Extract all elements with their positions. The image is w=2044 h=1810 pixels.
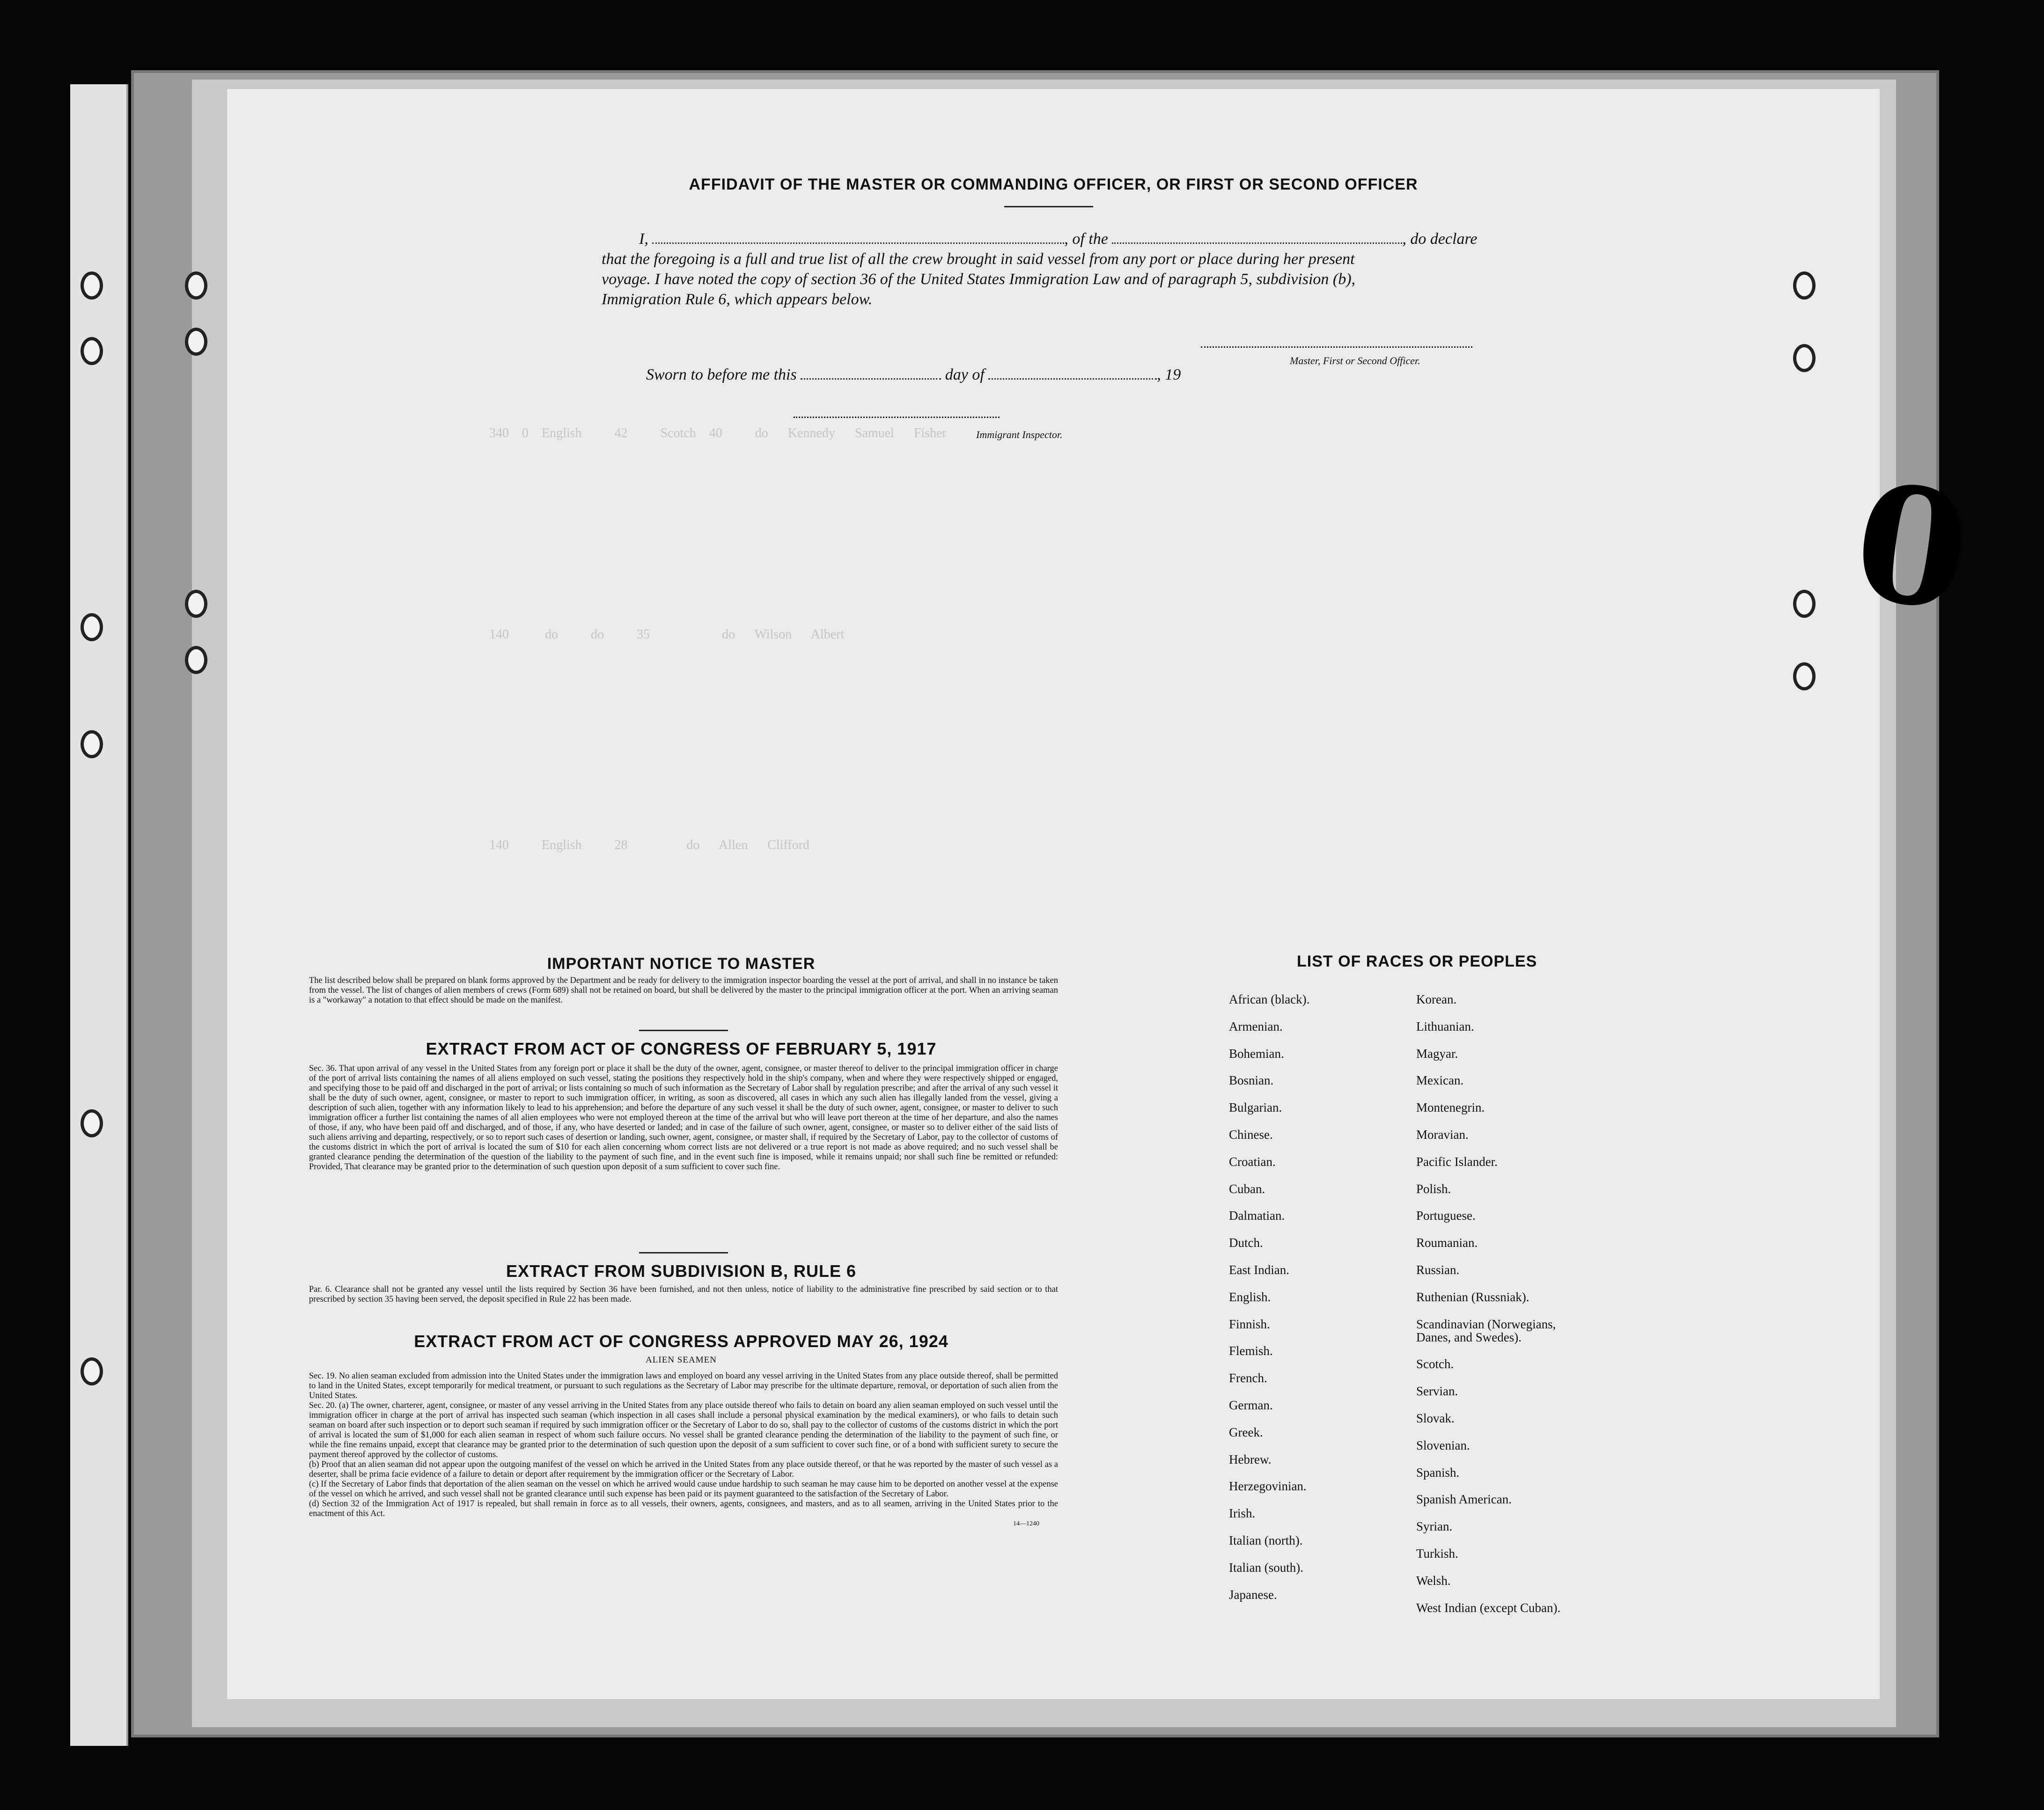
race-item: Ruthenian (Russniak). xyxy=(1416,1290,1529,1304)
form-number: 14—1240 xyxy=(1013,1520,1039,1527)
rule6-body: Par. 6. Clearance shall not be granted any vessel until the lists required by Section 36 have been furnished, and not then unless, notice of liability to the administrative fine prescribed by said section or to that prescribed by section 35 having been served, the deposit specified in Rule 22 has been made. xyxy=(309,1285,1058,1304)
race-item: Greek. xyxy=(1229,1425,1263,1439)
affidavit-line4: Immigration Rule 6, which appears below. xyxy=(602,291,873,308)
of-the-label: , of the xyxy=(1064,230,1108,248)
race-item: Turkish. xyxy=(1416,1546,1458,1561)
manifest-page xyxy=(227,89,1980,1699)
race-item: Magyar. xyxy=(1416,1046,1458,1061)
race-item: Spanish. xyxy=(1416,1465,1460,1480)
race-item: Cuban. xyxy=(1229,1181,1265,1196)
race-item: African (black). xyxy=(1229,992,1310,1006)
notice-rule xyxy=(639,1030,728,1031)
race-item: Italian (south). xyxy=(1229,1560,1303,1575)
master-signature-line[interactable] xyxy=(1201,346,1472,348)
sec20b-text: (b) Proof that an alien seaman did not appear upon the outgoing manifest of the vessel on which he arrived in the United States from any place outside thereof, or that he was reported by the master of such vessel as a deserter, shall be prima facie evidence of a failure to detain or deport after requirement by the immigration officer or the Secretary of Labor. xyxy=(309,1460,1058,1479)
affidavit-line2: that the foregoing is a full and true list of all the crew brought in said vessel from any port or place during her present xyxy=(602,250,1355,268)
race-item: West Indian (except Cuban). xyxy=(1416,1600,1561,1615)
day-of-label: day of xyxy=(945,366,985,383)
affidavit-line1 xyxy=(639,229,1730,249)
binder-ring xyxy=(185,271,207,300)
race-item: Dalmatian. xyxy=(1229,1209,1285,1223)
race-item: Polish. xyxy=(1416,1181,1451,1196)
affidavit-title: AFFIDAVIT OF THE MASTER OR COMMANDING OFFICER, OR FIRST OR SECOND OFFICER xyxy=(689,176,1418,193)
binder-ring xyxy=(81,271,103,300)
races-title: LIST OF RACES OR PEOPLES xyxy=(1297,953,1537,970)
binder-ring xyxy=(185,328,207,356)
sworn-month-field[interactable] xyxy=(988,365,1157,380)
name-field[interactable] xyxy=(652,229,1064,244)
sec20c-text: (c) If the Secretary of Labor finds that deportation of the alien seaman on the vessel on which he arrived would cause undue hardship to such seaman he may cause him to be deported on another vessel at the expense of the vessel on which he arrived, and such vessel shall not be granted clearance until such expense has been paid or its payment guaranteed to the satisfaction of the Secretary of Labor. xyxy=(309,1480,1058,1499)
ghost-text: 340 0 English 42 Scotch 40 do Kennedy Samuel Fisher xyxy=(489,426,947,440)
sworn-label: Sworn to before me this xyxy=(646,366,797,383)
sec20a-text: Sec. 20. (a) The owner, charterer, agent, consignee, or master of any vessel arriving in the United States from any place outside thereof who fails to detain on board any alien seaman employed on such vessel until the immigration officer in charge at the port of arrival has inspected such seaman (which inspection in all cases shall include a personal physical examination by the medical examiners), or who fails to detain such seaman on board after such inspection or to deport such seaman if required by such immigration officer or the Secretary of Labor to do so, shall pay to the collector of customs of the customs district in which the port of arrival is located the sum of $1,000 for each alien seaman in respect of whom such failure occurs. No vessel shall be granted clearance pending the determination of the liability to the payment of such fine, or while the fine remains unpaid, except that clearance may be granted prior to the determination of such question upon the deposit of a sum sufficient to cover such fine, or of a bond with sufficient surety to secure the payment thereof approved by the collector of customs. xyxy=(309,1401,1058,1459)
notice-title: IMPORTANT NOTICE TO MASTER xyxy=(547,955,816,973)
extract-1917-rule xyxy=(639,1252,728,1253)
race-item: English. xyxy=(1229,1290,1271,1304)
race-item: Slovenian. xyxy=(1416,1438,1470,1452)
race-item: Italian (north). xyxy=(1229,1533,1303,1547)
race-item: Mexican. xyxy=(1416,1073,1464,1088)
race-item: Scotch. xyxy=(1416,1357,1454,1371)
race-item: French. xyxy=(1229,1371,1267,1385)
extract-1924-title: EXTRACT FROM ACT OF CONGRESS APPROVED MAY 26, 1924 xyxy=(414,1332,948,1351)
extract-1917-body: Sec. 36. That upon arrival of any vessel in the United States from any foreign port or place it shall be the duty of the owner, agent, consignee, or master thereof to deliver to the principal immigration officer in charge of the port of arrival lists containing the names of all aliens employed on such vessel, stating the positions they respectively hold in the ship's company, when and where they were respectively shipped or engaged, and specifying those to be paid off and discharged in the port of arrival; or lists containing so much of such information as the Secretary of Labor shall by regulation prescribe; and after the arrival of any such vessel it shall be the duty of such owner, agent, consignee, or master to report to such immigration officer, in writing, as soon as discovered, all cases in which any such alien has illegally landed from the vessel, giving a description of such alien, together with any information likely to lead to his apprehension; and before the departure of any such vessel it shall be the duty of such owner, agent, consignee, or master to deliver to such immigration officer a further list containing the names of all alien employees who were not employed thereon at the time of the arrival but who will leave port thereon at the time of her departure, and also the names of those, if any, who have been paid off and discharged, and of those, if any, who have deserted or landed; and in case of the failure of such owner, agent, consignee, or master so to deliver either of the said lists of such aliens arriving and departing, respectively, or so to report such cases of desertion or landing, such owner, agent, consignee, or master shall, if required by the Secretary of Labor, pay to the collector of customs of the customs district in which the port of arrival is located the sum of $10 for each alien concerning whom correct lists are not delivered or a true report is not made as above required; and no such vessel shall be granted clearance pending the determination of the question of the liability to the payment of such fine, and in the event such fine is imposed, while it remains unpaid; nor shall such fine be remitted or refunded: Provided, That clearance may be granted prior to the determination of such question upon deposit of a sum sufficient to cover such fine. xyxy=(309,1064,1058,1172)
race-item: Pacific Islander. xyxy=(1416,1154,1498,1169)
i-label: I, xyxy=(639,230,648,248)
race-item: East Indian. xyxy=(1229,1263,1289,1277)
race-item: Armenian. xyxy=(1229,1019,1283,1033)
race-item: Korean. xyxy=(1416,992,1457,1006)
do-declare-label: , do declare xyxy=(1402,230,1478,248)
race-item: Lithuanian. xyxy=(1416,1019,1474,1033)
vessel-field[interactable] xyxy=(1112,229,1402,244)
extract-1924-subtitle: ALIEN SEAMEN xyxy=(646,1355,717,1365)
race-item: Dutch. xyxy=(1229,1236,1263,1250)
notice-body: The list described below shall be prepared on blank forms approved by the Department and be ready for delivery to the immigration inspector boarding the vessel at the port of arrival, and shall in no instance be taken from the vessel. The list of changes of alien members of crews (Form 689) shall not be retained on board, but shall be delivered by the master to the principal immigration officer at the port. When an arriving seaman is a "workaway" a notation to that effect should be made on the manifest. xyxy=(309,976,1058,1005)
ghost-text: 140 English 28 do Allen Clifford xyxy=(489,838,809,852)
inspector-signature-line[interactable] xyxy=(794,417,1000,418)
race-item: Moravian. xyxy=(1416,1128,1469,1142)
race-item: Bohemian. xyxy=(1229,1046,1284,1061)
title-rule xyxy=(1004,206,1093,207)
race-item: Portuguese. xyxy=(1416,1209,1476,1223)
binder-ring xyxy=(185,590,207,618)
race-item: Flemish. xyxy=(1229,1344,1273,1358)
binder-ring xyxy=(81,337,103,365)
race-item: Danes, and Swedes). xyxy=(1416,1330,1522,1344)
race-item: Croatian. xyxy=(1229,1154,1276,1169)
race-item: Scandinavian (Norwegians, xyxy=(1416,1317,1556,1331)
binding-strip xyxy=(70,84,128,1746)
binder-ring xyxy=(81,1109,103,1137)
binder-ring xyxy=(1793,662,1816,690)
race-item: Russian. xyxy=(1416,1263,1460,1277)
race-item: Montenegrin. xyxy=(1416,1100,1485,1115)
binder-ring xyxy=(1793,590,1816,618)
race-item: Chinese. xyxy=(1229,1128,1273,1142)
handwritten-mark: 0 xyxy=(1844,447,1980,648)
year-label: , 19 xyxy=(1157,366,1181,383)
binder-ring xyxy=(81,1357,103,1385)
race-item: Japanese. xyxy=(1229,1587,1277,1602)
race-item: Hebrew. xyxy=(1229,1452,1272,1466)
sec20d-text: (d) Section 32 of the Immigration Act of 1917 is repealed, but shall remain in force as to all vessels, their owners, agents, consignees, and masters, and as to all seamen, arriving in the United States prior to the enactment of this Act. xyxy=(309,1499,1058,1518)
race-item: Syrian. xyxy=(1416,1519,1453,1534)
binder-ring xyxy=(1793,344,1816,372)
sworn-day-field[interactable] xyxy=(801,365,941,380)
inspector-label: Immigrant Inspector. xyxy=(976,429,1063,440)
binder-ring xyxy=(81,730,103,758)
rule6-title: EXTRACT FROM SUBDIVISION B, RULE 6 xyxy=(506,1261,857,1281)
race-item: Welsh. xyxy=(1416,1573,1451,1588)
extract-1924-body xyxy=(309,1371,1058,1529)
binder-ring xyxy=(81,613,103,641)
race-item: Finnish. xyxy=(1229,1317,1270,1331)
binder-ring xyxy=(185,646,207,674)
race-item: Irish. xyxy=(1229,1506,1256,1521)
affidavit-line3: voyage. I have noted the copy of section 36 of the United States Immigration Law and of paragraph 5, subdivision (b), xyxy=(602,271,1356,288)
race-item: Slovak. xyxy=(1416,1411,1455,1425)
race-item: Roumanian. xyxy=(1416,1236,1478,1250)
sec19-text: Sec. 19. No alien seaman excluded from admission into the United States under the immigration laws and employed on board any vessel arriving in the United States from any place outside thereof, shall be permitted to land in the United States, except temporarily for medical treatment, or pursuant to such regulations as the Secretary of Labor may prescribe for the ultimate departure, removal, or deportation of such alien from the United States. xyxy=(309,1371,1058,1400)
ghost-text: 140 do do 35 do Wilson Albert xyxy=(489,627,845,642)
race-item: German. xyxy=(1229,1398,1273,1412)
extract-1917-title: EXTRACT FROM ACT OF CONGRESS OF FEBRUARY 5, 1917 xyxy=(426,1039,937,1058)
sworn-line xyxy=(646,365,1181,385)
race-item: Servian. xyxy=(1416,1384,1458,1399)
binder-ring xyxy=(1793,271,1816,300)
race-item: Spanish American. xyxy=(1416,1492,1512,1507)
master-signature-label: Master, First or Second Officer. xyxy=(1290,355,1420,366)
race-item: Herzegovinian. xyxy=(1229,1479,1307,1494)
race-item: Bosnian. xyxy=(1229,1073,1274,1088)
race-item: Bulgarian. xyxy=(1229,1100,1282,1115)
